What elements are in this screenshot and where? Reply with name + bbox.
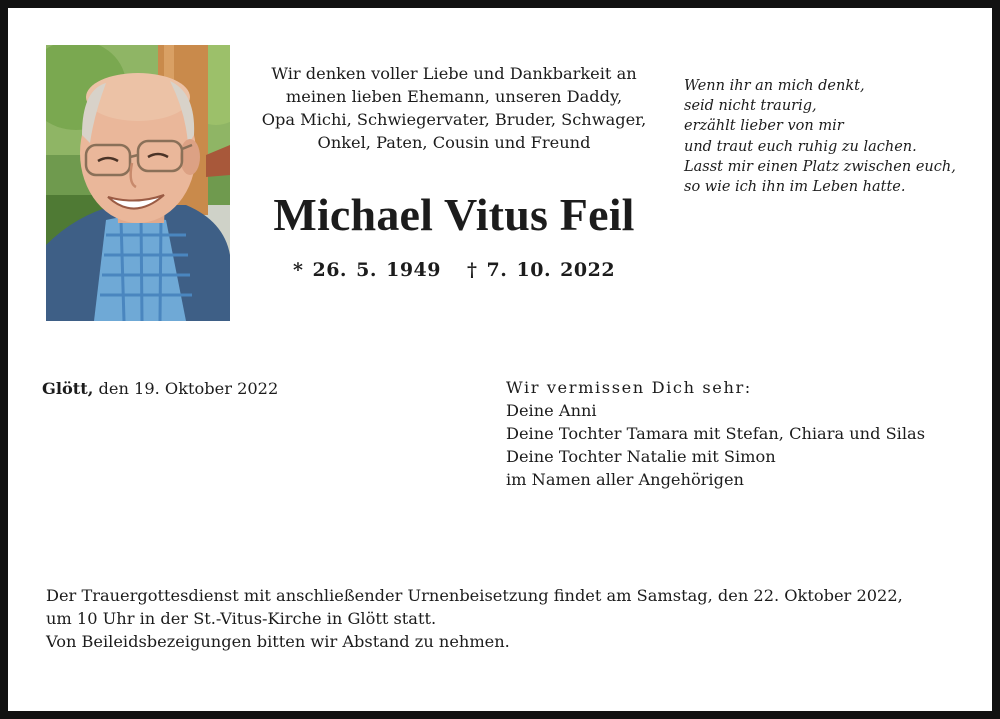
birth-date: * 26. 5. 1949 [292,259,441,281]
intro-text [248,62,660,154]
mourners-heading: Wir vermissen Dich sehr: [506,378,752,397]
verse-line: seid nicht traurig, [684,98,817,115]
service-info [46,584,946,653]
portrait-photo [46,45,230,321]
verse-line: Lasst mir einen Platz zwischen euch, [684,158,956,175]
mourner-line: Deine Tochter Tamara mit Stefan, Chiara und Silas [506,424,925,443]
service-line: Der Trauergottesdienst mit anschließender Urnenbeisetzung findet am Samstag, den 22. Oktober 2022, [46,586,903,605]
mourners-block [506,376,976,491]
verse-line: und traut euch ruhig zu lachen. [684,138,917,155]
verse-line: erzählt lieber von mir [684,118,844,135]
mourner-line: Deine Tochter Natalie mit Simon [506,447,776,466]
verse-line: Wenn ihr an mich denkt, [684,78,865,94]
service-line: um 10 Uhr in der St.-Vitus-Kirche in Glött statt. [46,609,437,628]
verse-text [684,76,984,197]
intro-line: Onkel, Paten, Cousin und Freund [317,133,591,152]
life-dates [248,256,660,284]
death-date: † 7. 10. 2022 [467,259,616,281]
place-name: Glött, [42,379,94,398]
deceased-name: Michael Vitus Feil [273,189,635,240]
service-line: Von Beileidsbezeigungen bitten wir Abstand zu nehmen. [46,632,510,651]
mourner-line: im Namen aller Angehörigen [506,470,744,489]
intro-line: Opa Michi, Schwiegervater, Bruder, Schwager, [261,110,647,129]
notice-date: den 19. Oktober 2022 [98,379,279,398]
intro-line: Wir denken voller Liebe und Dankbarkeit an [271,64,637,83]
intro-line: meinen lieben Ehemann, unseren Daddy, [285,87,623,106]
mourner-line: Deine Anni [506,401,597,420]
verse-line: so wie ich ihn im Leben hatte. [684,179,906,196]
place-date [42,377,278,400]
